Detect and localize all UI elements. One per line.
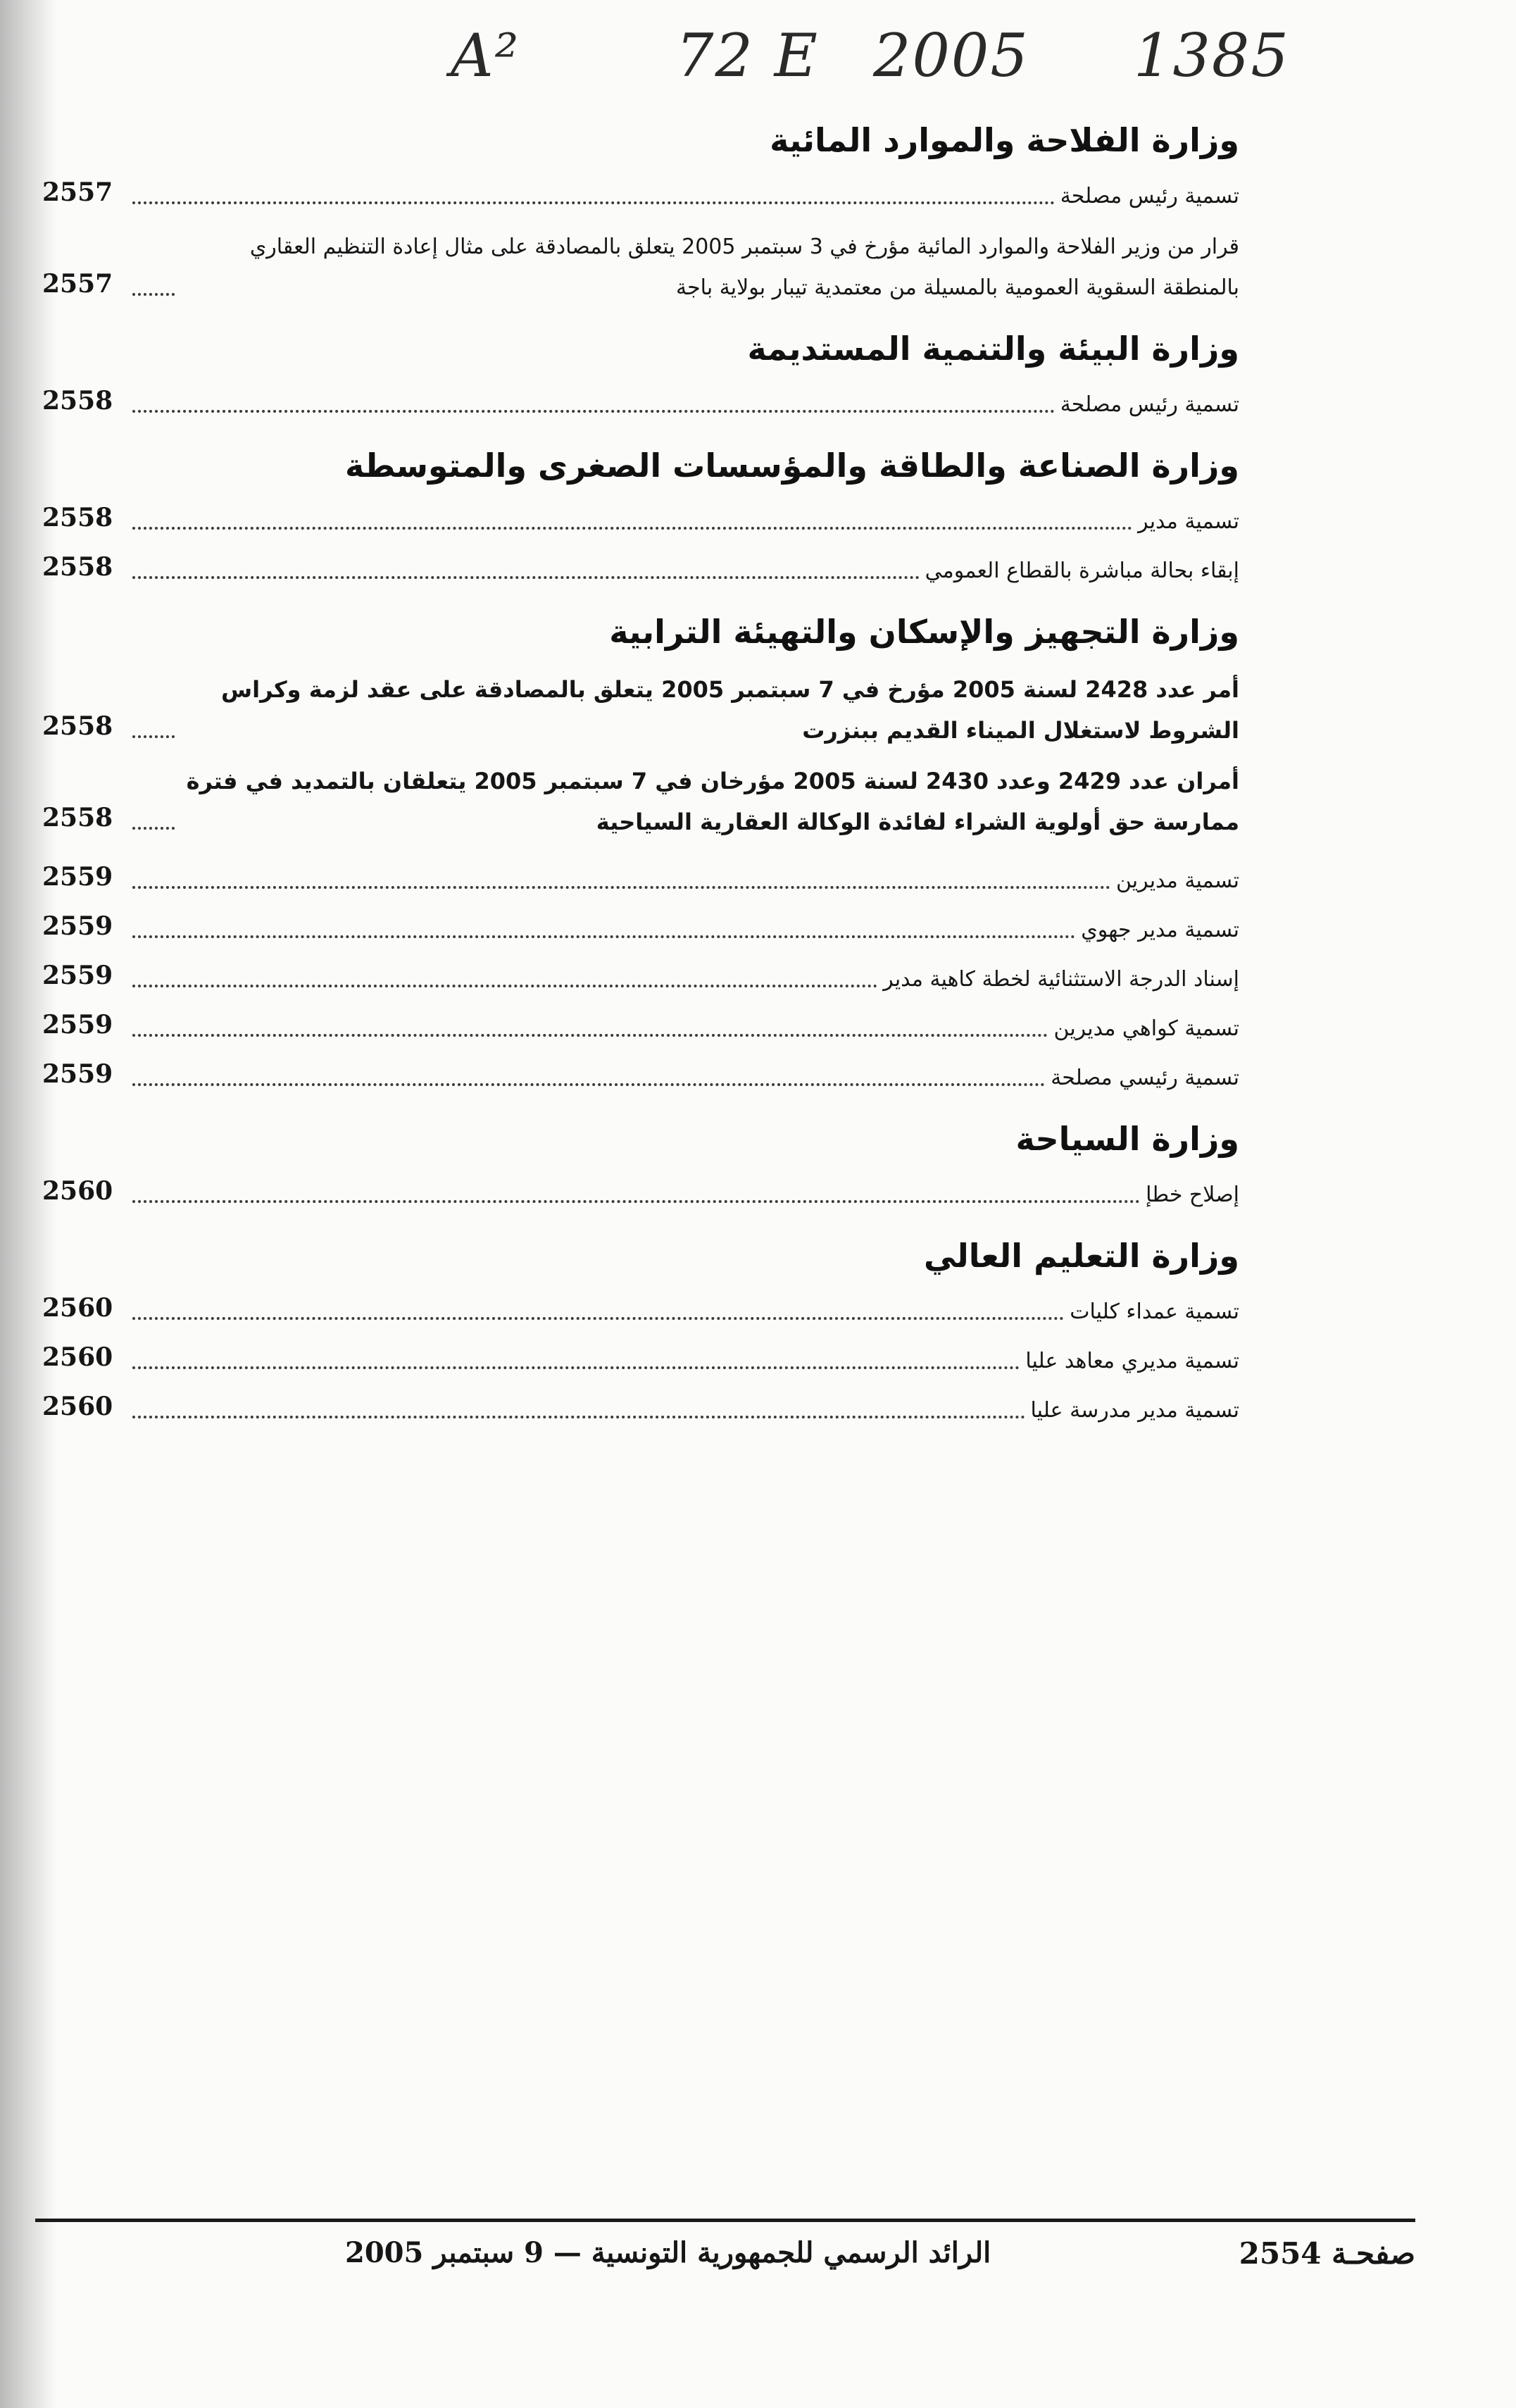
entry-text: قرار من وزير الفلاحة والموارد المائية مؤرخ في 3 سبتمبر 2005 يتعلق بالمصادقة على مثال إعادة التنظيم العقاري بالمنطقة السقوية العمومية بالمسيلة من معتمدية تيبار بولاية باجة: [249, 235, 1239, 300]
toc-entry[interactable]: [42, 1049, 1239, 1099]
handwritten-note: [422, 21, 1324, 106]
dot-leader: [132, 410, 1055, 413]
page-number: 2559: [42, 862, 113, 892]
entry-text: تسمية رئيسي مصلحة: [1051, 1066, 1239, 1090]
page-number: 2560: [42, 1176, 113, 1206]
section-industry: [42, 438, 1239, 592]
dot-leader: [132, 1416, 1025, 1418]
page-number: 2558: [42, 503, 113, 532]
toc-entry[interactable]: [42, 542, 1239, 592]
entry-text: تسمية مدير جهوي: [1081, 918, 1239, 942]
section-tourism: [42, 1111, 1239, 1216]
dot-leader: [132, 935, 1075, 938]
entry-text: تسمية مديرين: [1115, 868, 1239, 893]
entry-text: تسمية مدير: [1138, 509, 1239, 534]
footer-rule: [35, 2219, 1415, 2222]
toc-entry[interactable]: [42, 227, 1239, 308]
page-number: 2558: [42, 552, 113, 582]
page-number: 2558: [42, 803, 113, 832]
dot-leader: [132, 201, 1055, 204]
entry-text: إبقاء بحالة مباشرة بالقطاع العمومي: [925, 559, 1239, 583]
page-footer: [35, 2236, 1415, 2278]
page-number: 2557: [42, 269, 113, 299]
entry-text: تسمية رئيس مصلحة: [1060, 184, 1239, 208]
dot-leader: [132, 1317, 1064, 1320]
page-number: 2559: [42, 1059, 113, 1089]
handwritten-note-2: 72 E: [676, 21, 819, 90]
entry-text: تسمية مديري معاهد عليا: [1025, 1349, 1239, 1373]
dot-leader: [132, 735, 175, 738]
dot-leader: [132, 576, 920, 579]
toc-entry[interactable]: [42, 669, 1239, 751]
entry-text: تسمية مدير مدرسة عليا: [1030, 1398, 1239, 1423]
section-higher-education: [42, 1228, 1239, 1431]
entry-text: تسمية كواهي مديرين: [1053, 1016, 1239, 1041]
page-number: 2560: [42, 1293, 113, 1323]
footer-page-number: صفحـة 2554: [1239, 2236, 1415, 2271]
entry-text: إسناد الدرجة الاستثنائية لخطة كاهية مدير: [883, 967, 1239, 992]
section-title: وزارة السياحة: [1015, 1120, 1239, 1158]
toc-entry[interactable]: [42, 168, 1239, 217]
handwritten-note-1: A²: [451, 21, 520, 90]
footer-journal-title: الرائد الرسمي للجمهورية التونسية — 9 سبتمبر 2005: [345, 2236, 991, 2269]
toc-entry[interactable]: [42, 951, 1239, 1000]
section-title: وزارة البيئة والتنمية المستديمة: [747, 330, 1239, 368]
toc-entry[interactable]: [42, 1333, 1239, 1382]
toc-entry[interactable]: [42, 493, 1239, 542]
toc-entry[interactable]: [42, 852, 1239, 902]
toc-entry[interactable]: [42, 1000, 1239, 1049]
section-title: وزارة التجهيز والإسكان والتهيئة الترابية: [609, 613, 1239, 651]
page-number: 2560: [42, 1342, 113, 1372]
entry-text: أمران عدد 2429 وعدد 2430 لسنة 2005 مؤرخان في 7 سبتمبر 2005 يتعلقان بالتمديد في فترة ممارسة حق أولوية الشراء لفائدة الوكالة العقارية السياحية: [186, 768, 1239, 835]
dot-leader: [132, 1366, 1020, 1369]
page-number: 2559: [42, 961, 113, 990]
handwritten-note-3: 2005: [873, 21, 1029, 90]
section-environment: [42, 321, 1239, 425]
page-number: 2558: [42, 386, 113, 416]
handwritten-note-4: 1385: [1134, 21, 1290, 90]
dot-leader: [132, 1034, 1048, 1037]
page-number: 2559: [42, 911, 113, 941]
entry-text: أمر عدد 2428 لسنة 2005 مؤرخ في 7 سبتمبر 2005 يتعلق بالمصادقة على عقد لزمة وكراس الشروط لاستغلال الميناء القديم ببنزرت: [221, 676, 1239, 744]
section-title: وزارة الصناعة والطاقة والمؤسسات الصغرى والمتوسطة: [344, 447, 1239, 485]
page-number: 2558: [42, 711, 113, 741]
toc-entry[interactable]: [42, 1382, 1239, 1431]
section-equipment: [42, 604, 1239, 1099]
dot-leader: [132, 293, 175, 296]
page-number: 2557: [42, 177, 113, 207]
dot-leader: [132, 886, 1110, 889]
section-title: وزارة التعليم العالي: [923, 1237, 1239, 1275]
toc-entry[interactable]: [42, 376, 1239, 425]
dot-leader: [132, 527, 1132, 530]
dot-leader: [132, 827, 175, 830]
toc-entry[interactable]: [42, 1166, 1239, 1216]
page-number: 2560: [42, 1392, 113, 1421]
entry-text: إصلاح خطإ: [1146, 1183, 1239, 1207]
dot-leader: [132, 985, 877, 987]
entry-text: تسمية رئيس مصلحة: [1060, 392, 1239, 417]
toc-entry[interactable]: [42, 761, 1239, 842]
page-number: 2559: [42, 1010, 113, 1040]
section-agriculture: [42, 113, 1239, 308]
dot-leader: [132, 1083, 1045, 1086]
toc-entry[interactable]: [42, 1283, 1239, 1333]
toc-entry[interactable]: [42, 902, 1239, 951]
entry-text: تسمية عمداء كليات: [1070, 1299, 1239, 1324]
section-title: وزارة الفلاحة والموارد المائية: [770, 121, 1239, 159]
dot-leader: [132, 1200, 1140, 1203]
table-of-contents: [42, 113, 1239, 1444]
